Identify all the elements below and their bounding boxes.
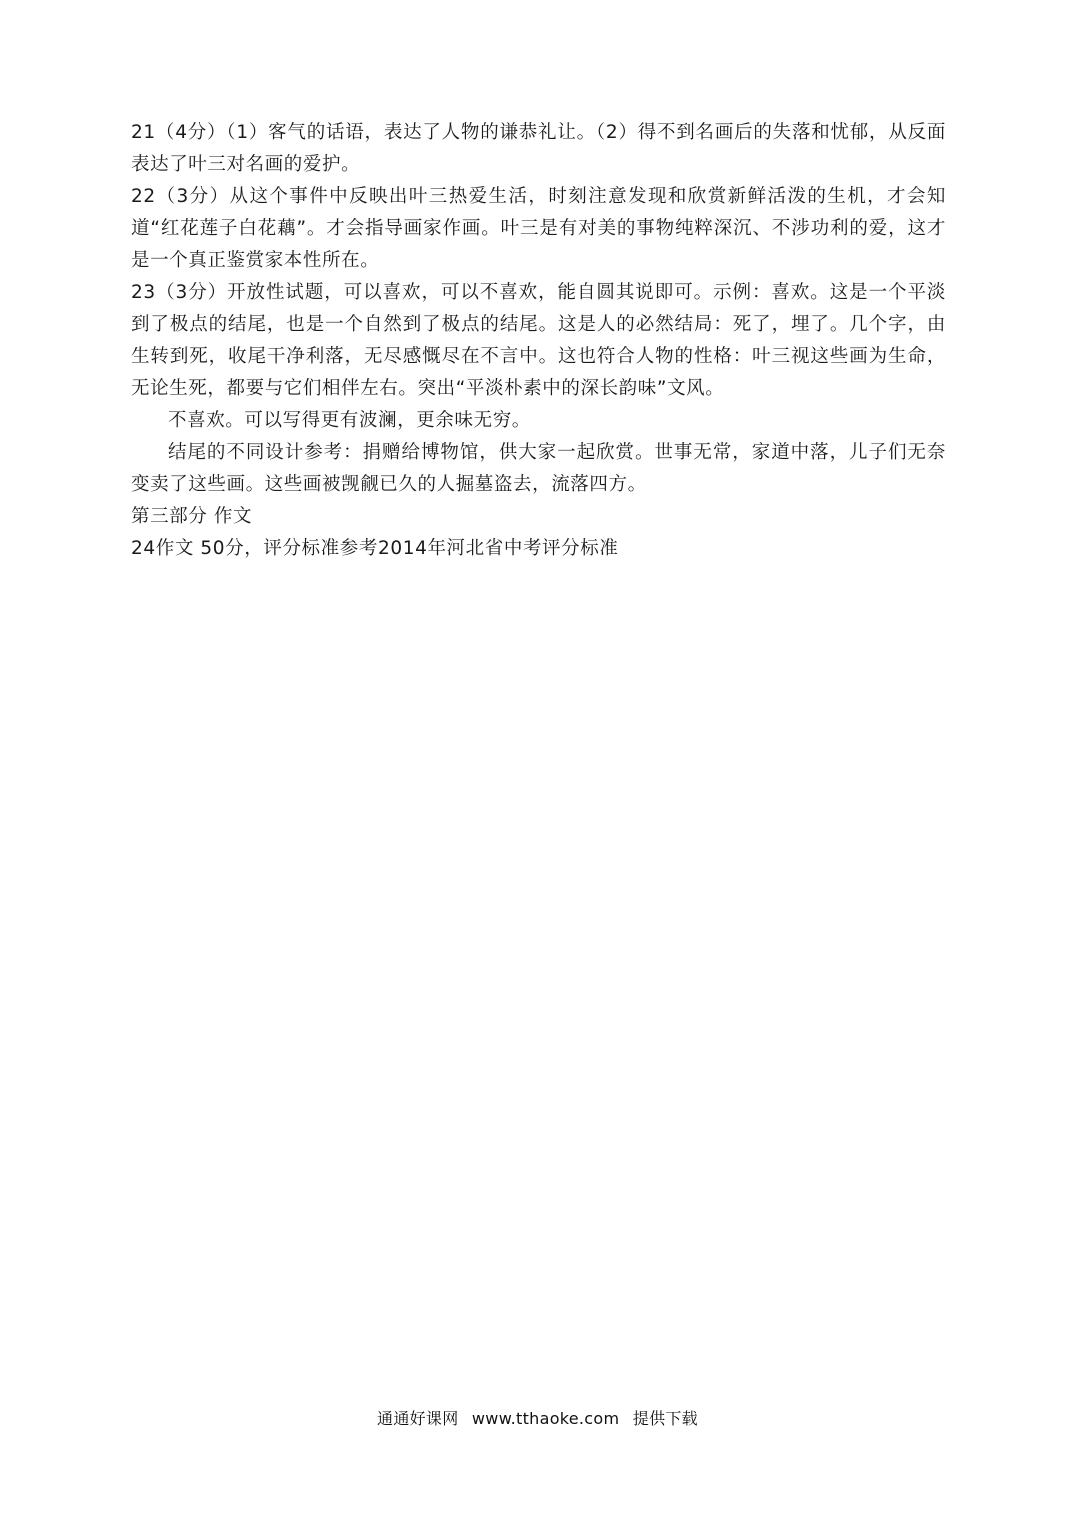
footer-note: 提供下载 [632, 1409, 698, 1428]
answer-23-dislike: 不喜欢。可以写得更有波澜，更余味无穷。 [168, 410, 531, 431]
section-3-heading: 第三部分 作文 [131, 506, 253, 527]
answer-21: 21（4分）（1）客气的话语，表达了人物的谦恭礼让。（2）得不到名画后的失落和忧郁，从反面表达了叶三对名画的爱护。 [131, 122, 946, 175]
answer-23-alternative-ending: 结尾的不同设计参考：捐赠给博物馆，供大家一起欣赏。世事无常，家道中落，儿子们无奈变卖了这些画。这些画被觊觎已久的人掘墓盗去，流落四方。 [131, 442, 946, 495]
page-footer [0, 1406, 1075, 1429]
footer-site-name: 通通好课网 [377, 1409, 459, 1428]
answer-23: 23（3分）开放性试题，可以喜欢，可以不喜欢，能自圆其说即可。示例：喜欢。这是一个平淡到了极点的结尾，也是一个自然到了极点的结尾。这是人的必然结局：死了，埋了。几个字，由生转到死，收尾干净利落，无尽感慨尽在不言中。这也符合人物的性格：叶三视这些画为生命，无论生死，都要与它们相伴左右。突出“平淡朴素中的深长韵味”文风。 [131, 282, 946, 399]
footer-url-link[interactable]: www.tthaoke.com [471, 1409, 620, 1428]
answer-22: 22（3分）从这个事件中反映出叶三热爱生活，时刻注意发现和欣赏新鲜活泼的生机，才会知道“红花莲子白花藕”。才会指导画家作画。叶三是有对美的事物纯粹深沉、不涉功利的爱，这才是一个真正鉴赏家本性所在。 [131, 186, 946, 271]
answer-key-content [131, 117, 946, 565]
answer-24: 24作文 50分，评分标准参考2014年河北省中考评分标准 [131, 538, 619, 559]
